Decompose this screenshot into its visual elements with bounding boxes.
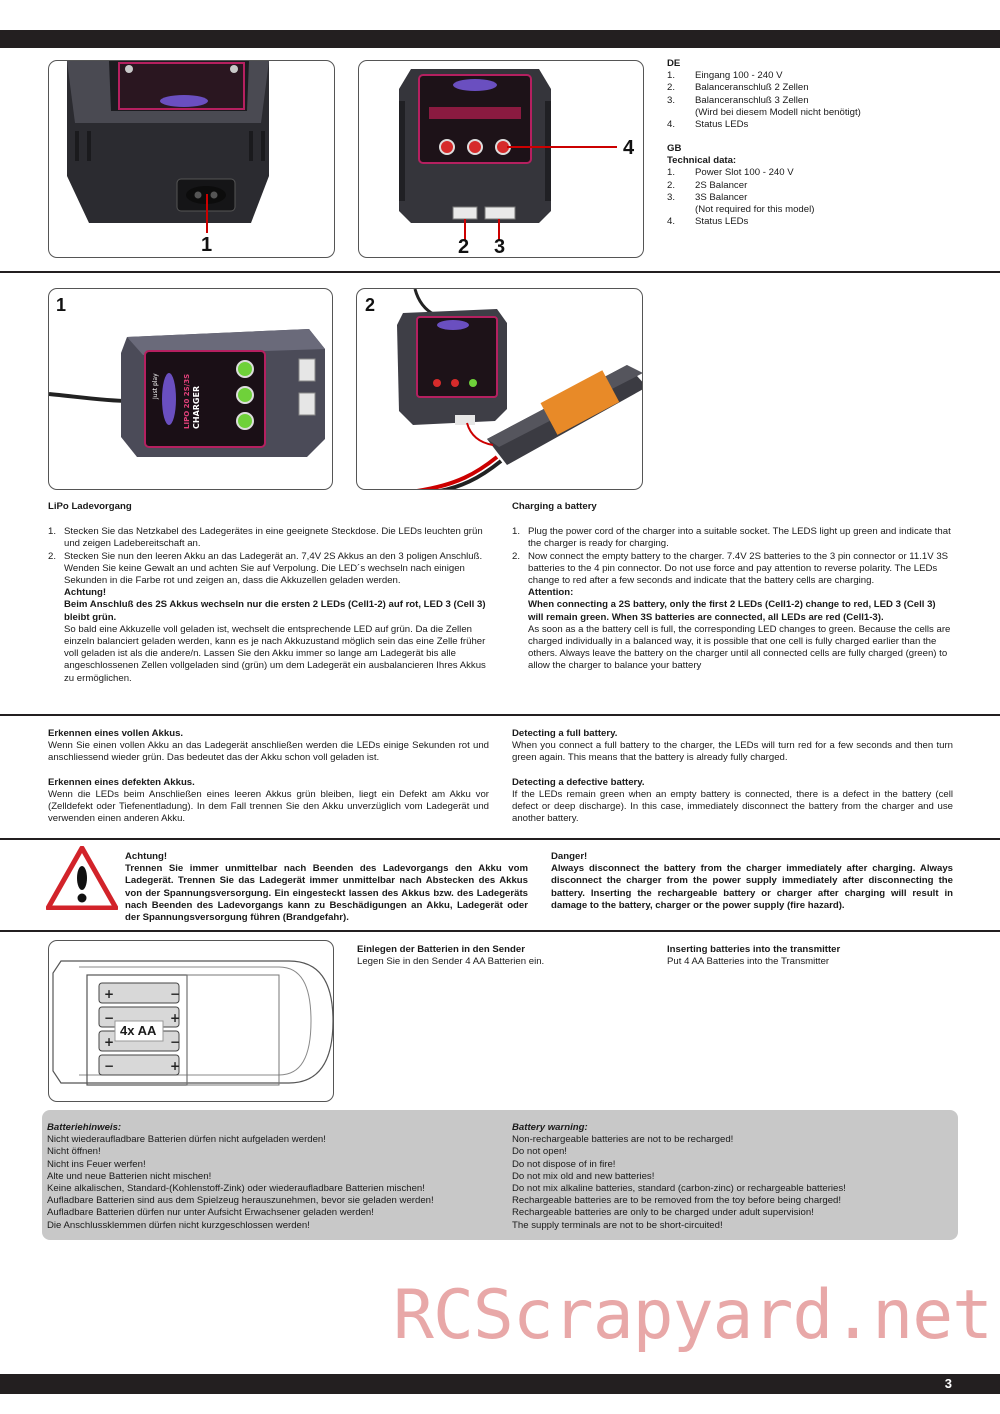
danger-de — [125, 851, 528, 924]
spec-item: 1. Power Slot 100 - 240 V — [667, 167, 794, 179]
battery-warning-de-title: Batteriehinweis: — [47, 1122, 122, 1133]
svg-text:+: + — [104, 987, 115, 1001]
battery-warning-line: Aufladbare Batterien dürfen nur unter Aufsicht Erwachsener geladen werden! — [47, 1207, 374, 1219]
detect-de-defect-text: Wenn die LEDs beim Anschließen eines leeren Akkus grün bleiben, liegt ein Defekt am Akku vor (Zelldefekt oder Tiefenentladung). In dem Fall trennen Sie den Akku unverzüglich vom Ladegerät und verwenden einen anderen Akku. — [48, 788, 489, 825]
specs-de-list — [667, 70, 967, 131]
battery-warning-line: Do not dispose of in fire! — [512, 1158, 616, 1170]
battery-warning-line: Die Anschlussklemmen dürfen nicht kurzgeschlossen werden! — [47, 1219, 310, 1231]
danger-en-title: Danger! — [551, 851, 588, 862]
spec-item: 4. Status LEDs — [667, 216, 749, 228]
figure-charger-rear — [48, 60, 335, 258]
charging-de-title: LiPo Ladevorgang — [48, 501, 132, 512]
figure-label-2: 2 — [458, 236, 470, 258]
watermark: RCScrapyard.net — [393, 1276, 993, 1355]
spec-item: 1. Eingang 100 - 240 V — [667, 70, 783, 82]
transmitter-de-text: Legen Sie in den Sender 4 AA Batterien ein. — [357, 956, 545, 968]
battery-warning-en — [512, 1122, 952, 1232]
svg-text:+: + — [170, 1011, 181, 1025]
svg-text:−: − — [170, 1035, 181, 1049]
detect-de-full-text: Wenn Sie einen vollen Akku an das Ladegerät anschließen werden die LEDs einige Sekunden rot und anschliessend wieder grün. Das bedeutet das der Akku schon voll geladen ist. — [48, 740, 489, 764]
charging-de — [48, 501, 488, 685]
charger-rear-illustration — [49, 61, 335, 258]
detect-en-defect-title: Detecting a defective battery. — [512, 776, 645, 788]
warning-triangle-icon — [46, 846, 118, 910]
danger-en-text: Always disconnect the battery from the charger immediately after charging. Always disconnect the charger from the power supply immediately after disconnecting the battery. Inserting the rechargeable battery or charger after charging will result in damage to the battery, charger or the power supply (fire hazard). — [551, 863, 953, 911]
specs-gb-list — [667, 167, 967, 228]
divider — [0, 838, 1000, 840]
battery-warning-de — [47, 1122, 487, 1232]
detect-de-full-title: Erkennen eines vollen Akkus. — [48, 728, 184, 739]
charger-slogan-text: Just play — [152, 373, 159, 399]
battery-warning-line: Nicht ins Feuer werfen! — [47, 1158, 146, 1170]
svg-text:−: − — [170, 987, 181, 1001]
battery-warning-line: Non-rechargeable batteries are not to be recharged! — [512, 1134, 734, 1146]
battery-warning-line: Rechargeable batteries are to be removed from the toy before being charged! — [512, 1195, 842, 1207]
spec-item: 4. Status LEDs — [667, 119, 749, 131]
battery-warning-line: Nicht öffnen! — [47, 1146, 101, 1158]
detect-en-defect-text: If the LEDs remain green when an empty battery is connected, there is a defect in the battery (cell defect or deep discharge). In this case, immediately disconnect the battery from the charger and use another battery. — [512, 788, 953, 825]
figure-step-label-2: 2 — [365, 295, 376, 315]
charger-with-battery-illustration — [357, 289, 643, 490]
page-number: 3 — [944, 1376, 952, 1391]
detect-de — [48, 728, 489, 825]
top-bar — [0, 30, 1000, 48]
specs-de — [667, 58, 967, 131]
charging-step: 1. Stecken Sie das Netzkabel des Ladegerätes in eine geeignete Steckdose. Die LEDs leuchten grün und zeigen Ladebereitschaft an. — [48, 526, 483, 550]
specs-gb-heading: GB — [667, 143, 682, 154]
charger-green-leds-illustration — [49, 289, 333, 490]
divider — [0, 271, 1000, 273]
specs-de-heading: DE — [667, 58, 681, 69]
svg-text:−: − — [104, 1011, 115, 1025]
figure-label-4: 4 — [623, 137, 635, 159]
detect-en-full-title: Detecting a full battery. — [512, 728, 618, 739]
battery-warning-line: Nicht wiederaufladbare Batterien dürfen nicht aufgeladen werden! — [47, 1134, 326, 1146]
battery-warning-line: Keine alkalischen, Standard-(Kohlenstoff-Zink) oder wiederaufladbare Batterien mischen! — [47, 1183, 425, 1195]
battery-warning-en-title: Battery warning: — [512, 1122, 588, 1133]
spec-item: 2. Balanceranschluß 2 Zellen — [667, 82, 809, 94]
detect-en — [512, 728, 953, 825]
charging-en — [512, 501, 953, 673]
figure-label-3: 3 — [494, 236, 506, 258]
detect-de-defect-title: Erkennen eines defekten Akkus. — [48, 776, 195, 788]
transmitter-de — [357, 944, 657, 968]
battery-warning-line: Do not mix alkaline batteries, standard (carbon-zinc) or rechargeable batteries! — [512, 1183, 846, 1195]
charging-step: 2. Now connect the empty battery to the charger. 7.4V 2S batteries to the 3 pin connector or 11.1V 3S batteries to the 4 pin connector. Do not use force and pay attention to reverse polarity. The LEDs change to red after a few seconds and indicate that the battery cells are charging. Attention: When connecting a 2S battery, only the first 2 LEDs (Cell1-2) change to red, LED 3 (Cell 3) will remain green. When 3S batteries are connected, all LEDs are red (Cell1-3). As soon as a the battery cell is full, the corresponding LED changes to green. Because the cells are charged individually in a balanced way, it is possible that one cell is fully charged earlier than the others. Always leave the battery on the charger until all connected cells are fully charged (green) to allow the charger to balance your battery — [512, 550, 951, 672]
figure-charging-step-1 — [48, 288, 333, 490]
charging-en-title: Charging a battery — [512, 501, 597, 512]
spec-item: (Not required for this model) — [695, 204, 815, 216]
charger-model-text: LIPO 20 2S/3S — [183, 373, 191, 429]
transmitter-de-title: Einlegen der Batterien in den Sender — [357, 944, 525, 955]
divider — [0, 930, 1000, 932]
danger-de-title: Achtung! — [125, 851, 168, 862]
danger-en — [551, 851, 953, 912]
transmitter-en-title: Inserting batteries into the transmitter — [667, 944, 841, 955]
transmitter-battery-compartment-illustration — [49, 941, 334, 1102]
battery-badge: 4x AA — [120, 1023, 157, 1038]
svg-text:+: + — [104, 1035, 115, 1049]
figure-step-label-1: 1 — [56, 295, 67, 315]
spec-item: 3. 3S Balancer — [667, 191, 748, 203]
battery-warning-line: Do not mix old and new batteries! — [512, 1170, 655, 1182]
bottom-bar — [0, 1374, 1000, 1394]
charger-front-illustration — [359, 61, 644, 258]
danger-de-text: Trennen Sie immer unmittelbar nach Beenden des Ladevorgangs den Akku vom Ladegerät. Trennen Sie das Ladegerät immer unmittelbar nach Abstecken des Akkus von der Spannungsversorgung. Ein eingesteckt lassen des Akkus bzw. des Ladegeräts nach Beenden des Ladevorgangs kann zu Beschädigungen an Akku, Ladegerät oder der Spannungsversorgung führen (Brandgefahr). — [125, 863, 528, 924]
specs-gb — [667, 143, 967, 228]
charging-de-steps — [48, 526, 488, 685]
transmitter-en-text: Put 4 AA Batteries into the Transmitter — [667, 956, 830, 968]
figure-label-1: 1 — [201, 234, 213, 256]
figure-transmitter-batteries — [48, 940, 334, 1102]
transmitter-en — [667, 944, 967, 968]
spec-item: 3. Balanceranschluß 3 Zellen — [667, 94, 809, 106]
battery-warning-line: Rechargeable batteries are only to be charged under adult supervision! — [512, 1207, 814, 1219]
spec-item: (Wird bei diesem Modell nicht benötigt) — [695, 106, 861, 118]
specs-gb-subheading: Technical data: — [667, 155, 737, 167]
detect-en-full-text: When you connect a full battery to the charger, the LEDs will turn red for a few seconds and then turn green again. This means that the battery is already fully charged. — [512, 740, 953, 764]
svg-text:+: + — [170, 1059, 181, 1073]
battery-warning-line: Do not open! — [512, 1146, 567, 1158]
figure-charging-step-2 — [356, 288, 643, 490]
charging-step: 1. Plug the power cord of the charger into a suitable socket. The LEDS light up green and indicate that the charger is ready for charging. — [512, 526, 951, 550]
spec-item: 2. 2S Balancer — [667, 179, 748, 191]
svg-text:−: − — [104, 1059, 115, 1073]
charger-word-text: CHARGER — [192, 385, 201, 429]
charging-en-steps — [512, 526, 953, 672]
battery-warning-line: Alte und neue Batterien nicht mischen! — [47, 1170, 212, 1182]
charging-step: 2. Stecken Sie nun den leeren Akku an das Ladegerät an. 7,4V 2S Akkus an den 3 poligen Anschluß. Wenden Sie keine Gewalt an und achten Sie auf Verpolung. Die LED´s wechseln nach einigen Sekunden in die Farbe rot und zeigen an, dass die Akkuzellen geladen werden. Achtung! Beim Anschluß des 2S Akkus wechseln nur die ersten 2 LEDs (Cell1-2) auf rot, LED 3 (Cell 3) bleibt grün. So bald eine Akkuzelle voll geladen ist, wechselt die entsprechende LED auf grün. Da die Zellen einzeln balanciert geladen werden, kann es je nach Akkuzustand möglich sein das eine Zelle früher voll geladen ist als die andere/n. Lassen Sie den Akku immer so lange am Ladegerät bis alle angeschlossenen Zellen vollgeladen sind (grün) um dem Ladegerät ein ausbalancieren Ihres Akkus zu ermöglichen. — [48, 550, 486, 684]
battery-warning-line: The supply terminals are not to be short-circuited! — [512, 1219, 723, 1231]
figure-charger-front — [358, 60, 644, 258]
divider — [0, 714, 1000, 716]
battery-warning-line: Aufladbare Batterien sind aus dem Spielzeug herauszunehmen, bevor sie geladen werden! — [47, 1195, 434, 1207]
